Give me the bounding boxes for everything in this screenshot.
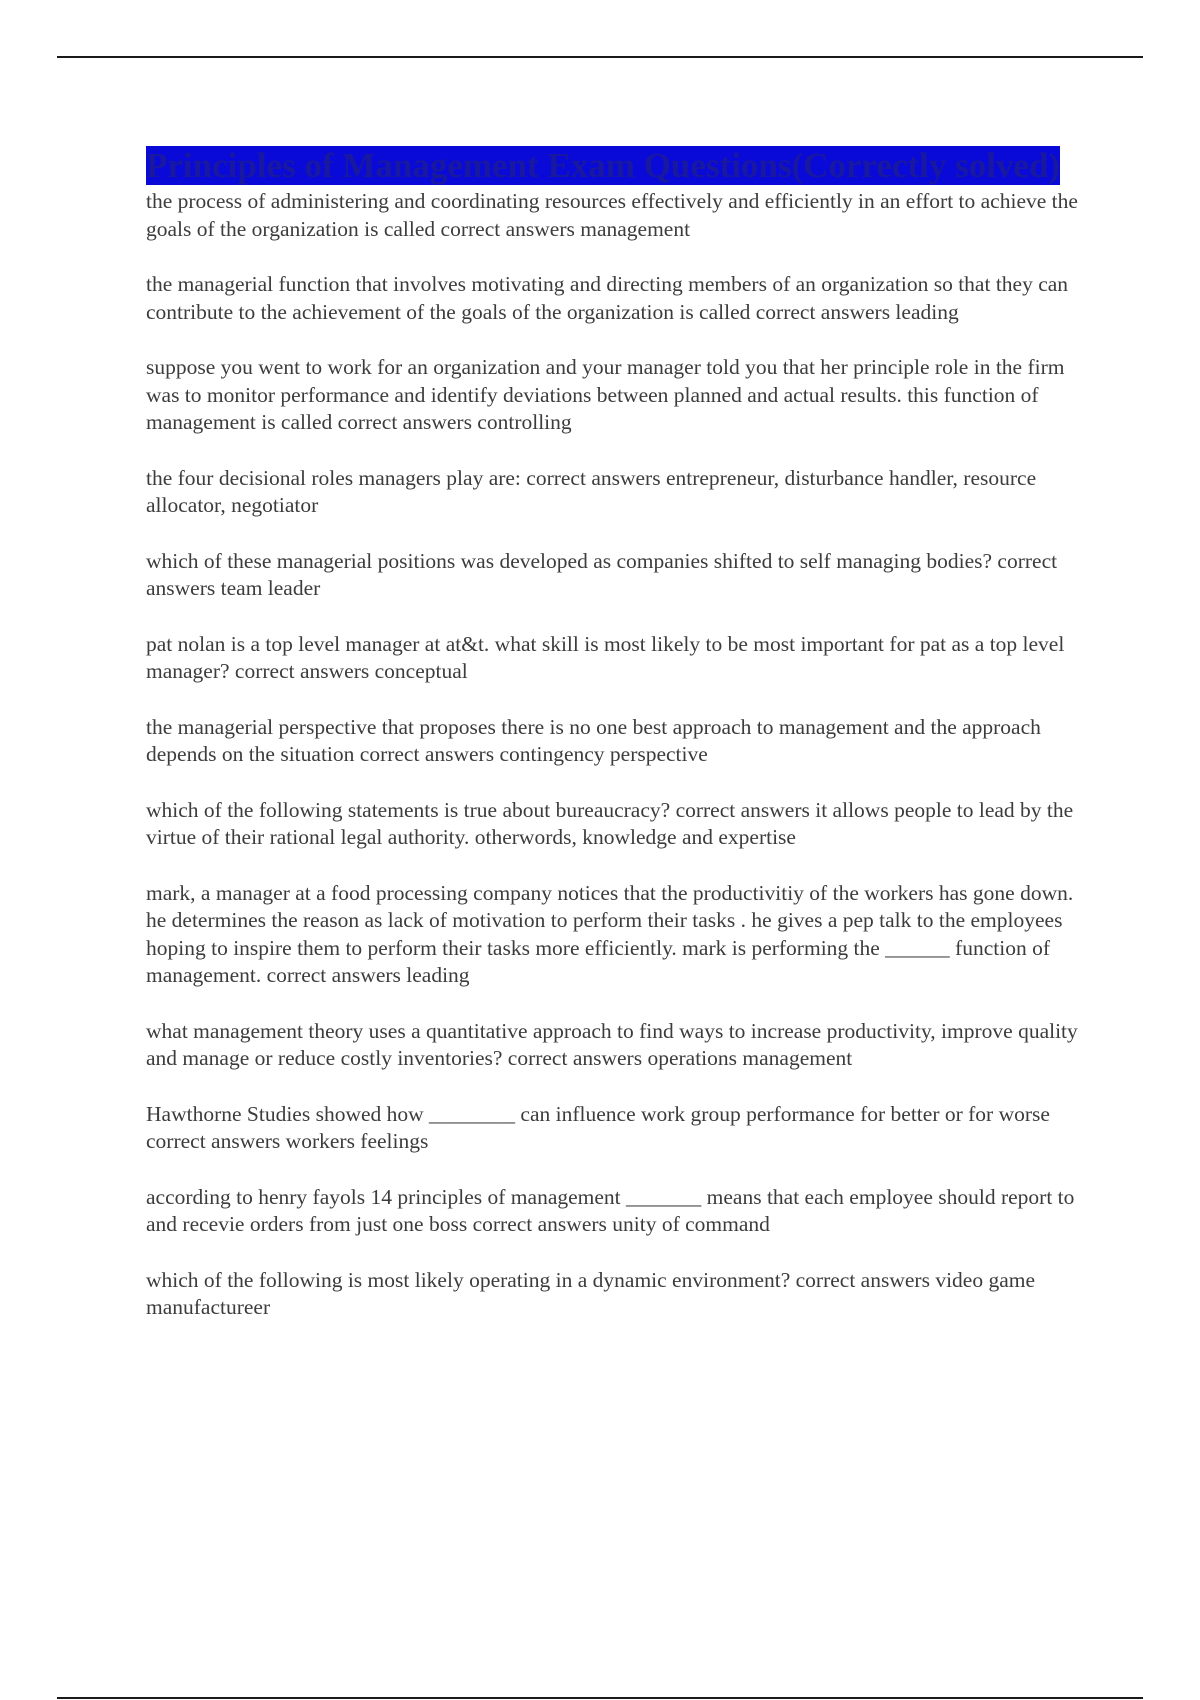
qa-item: according to henry fayols 14 principles of management _______ means that each employee should report to and recevie orders from just one boss correct answers unity of command: [146, 1184, 1075, 1236]
qa-item: what management theory uses a quantitative approach to find ways to increase productivity, improve quality and manage or reduce costly inventories? correct answers operations management: [146, 1018, 1078, 1070]
qa-item: mark, a manager at a food processing company notices that the productivitiy of the workers has gone down. he determines the reason as lack of motivation to perform their tasks . he gives a pep talk to the employees hoping to inspire them to perform their tasks more efficiently. mark is performing the ______ function of management. correct answers leading: [146, 880, 1074, 987]
title-highlight: Principles of Management Exam Questions(Correctly solved): [146, 146, 1061, 185]
bottom-rule: [57, 1697, 1143, 1699]
qa-item: Hawthorne Studies showed how ________ can influence work group performance for better or for worse correct answers workers feelings: [146, 1101, 1050, 1153]
top-rule: [57, 56, 1143, 58]
qa-item: the managerial function that involves motivating and directing members of an organization so that they can contribute to the achievement of the goals of the organization is called correct answers leading: [146, 272, 1069, 324]
qa-item: the process of administering and coordinating resources effectively and efficiently in an effort to achieve the goals of the organization is called correct answers management: [146, 189, 1078, 241]
qa-item: which of these managerial positions was developed as companies shifted to self managing bodies? correct answers team leader: [146, 548, 1058, 600]
document-body: [146, 146, 1096, 1350]
qa-item: which of the following is most likely operating in a dynamic environment? correct answers video game manufactureer: [146, 1267, 1036, 1319]
qa-item: which of the following statements is true about bureaucracy? correct answers it allows people to lead by the virtue of their rational legal authority. otherwords, knowledge and expertise: [146, 797, 1074, 849]
qa-item: the managerial perspective that proposes there is no one best approach to management and the approach depends on the situation correct answers contingency perspective: [146, 714, 1041, 766]
qa-item: pat nolan is a top level manager at at&t. what skill is most likely to be most important for pat as a top level manager? correct answers conceptual: [146, 631, 1065, 683]
document-title: [146, 146, 1096, 186]
qa-item: suppose you went to work for an organization and your manager told you that her principle role in the firm was to monitor performance and identify deviations between planned and actual results. this function of management is called correct answers controlling: [146, 355, 1065, 434]
qa-item: the four decisional roles managers play are: correct answers entrepreneur, disturbance handler, resource allocator, negotiator: [146, 465, 1037, 517]
